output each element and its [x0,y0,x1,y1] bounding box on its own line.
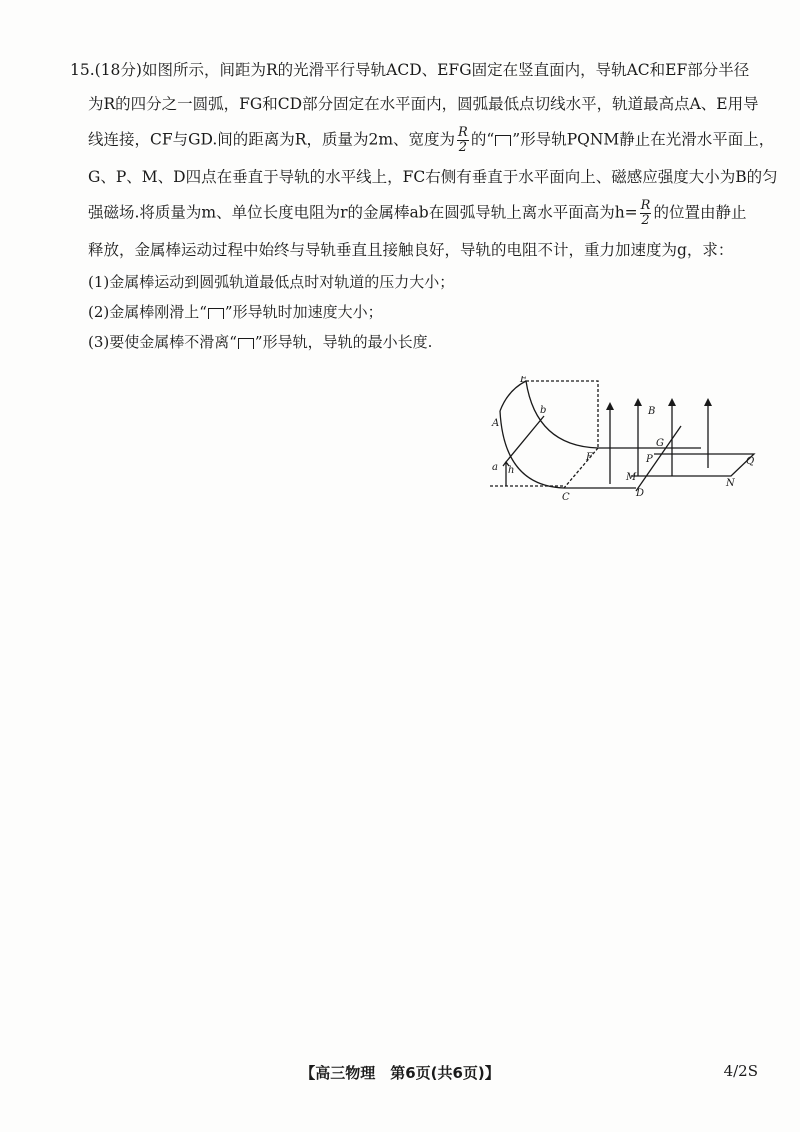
question-1-text: (1)金属棒运动到圆弧轨道最低点时对轨道的压力大小； [88,273,455,291]
problem-text-3a: 线连接，CF与GD.间的距离为R，质量为2m、宽度为 [88,130,456,149]
problem-line-3 [70,125,775,155]
problem-line-2 [70,92,759,116]
label-n: N [726,478,735,489]
label-g: G [656,438,664,449]
page-code: 4/2S [723,1062,758,1080]
question-3 [70,330,754,354]
fraction-numerator: R [640,198,651,213]
bracket-rail-icon [238,338,254,349]
problem-text-3c: ”形导轨PQNM静止在光滑水平面上， [512,130,775,149]
arc-rail-ef [526,381,598,448]
fraction-numerator: R [458,125,468,140]
field-arrowhead-4 [704,398,712,406]
problem-text-6: 释放，金属棒运动过程中始终与导轨垂直且接触良好，导轨的电阻不计，重力加速度为g，求： [88,241,734,259]
bracket-rail-icon [495,135,511,146]
problem-text-5b: 的位置由静止 [653,203,747,222]
fraction-denominator: 2 [458,140,468,155]
bracket-rail-icon [208,308,224,319]
fraction-denominator: 2 [641,213,650,228]
problem-text-1: 15.(18分)如图所示，间距为R的光滑平行导轨ACD、EFG固定在竖直面内，导轨AC和EF部分半径 [70,61,750,79]
problem-text-5a: 强磁场.将质量为m、单位长度电阻为r的金属棒ab在圆弧导轨上离水平面高为h= [88,203,638,222]
label-c: C [562,492,570,501]
question-1 [70,270,754,294]
fraction-r-over-2 [457,126,469,155]
question-3-text-a: (3)要使金属棒不滑离“ [88,333,237,351]
fraction-h-value [640,199,652,228]
problem-line-5 [70,199,754,228]
label-m: M [626,472,637,483]
label-a-rod: a [492,462,498,473]
field-arrowhead-3 [668,398,676,406]
label-e: E [520,376,528,385]
question-2-text-a: (2)金属棒刚滑上“ [88,303,207,321]
label-q: Q [746,456,755,467]
label-d: D [636,488,645,499]
connecting-wire-ea [500,381,526,411]
metal-rod-ab [506,416,544,462]
question-2 [70,300,754,324]
problem-line-6 [70,238,754,262]
label-f: F [586,452,593,463]
line-gpmd [636,426,681,491]
question-2-text-b: ”形导轨时加速度大小； [224,303,383,321]
question-3-text-b: ”形导轨，导轨的最小长度. [254,333,433,351]
problem-text-3b: 的“ [470,130,495,149]
problem-text-2: 为R的四分之一圆弧，FG和CD部分固定在水平面内，圆弧最低点切线水平，轨道最高点A、E用导 [88,95,759,113]
label-b-field: B [648,406,656,417]
rail-diagram [486,376,766,501]
problem-text-4: G、P、M、D四点在垂直于导轨的水平线上，FC右侧有垂直于水平面向上、磁感应强度大小为B的匀 [88,168,778,186]
label-p: P [646,454,653,465]
label-a-point: A [492,418,500,429]
label-h: h [508,465,515,476]
problem-15 [70,58,778,360]
arc-rail-ac [500,411,564,488]
problem-line-4 [70,165,778,189]
field-arrowhead-2 [634,398,642,406]
problem-line-1 [70,58,754,82]
page-footer-title: 【高三物理 第6页(共6页)】 [300,1064,500,1082]
field-arrowhead-1 [606,402,614,410]
label-b: b [540,405,547,416]
